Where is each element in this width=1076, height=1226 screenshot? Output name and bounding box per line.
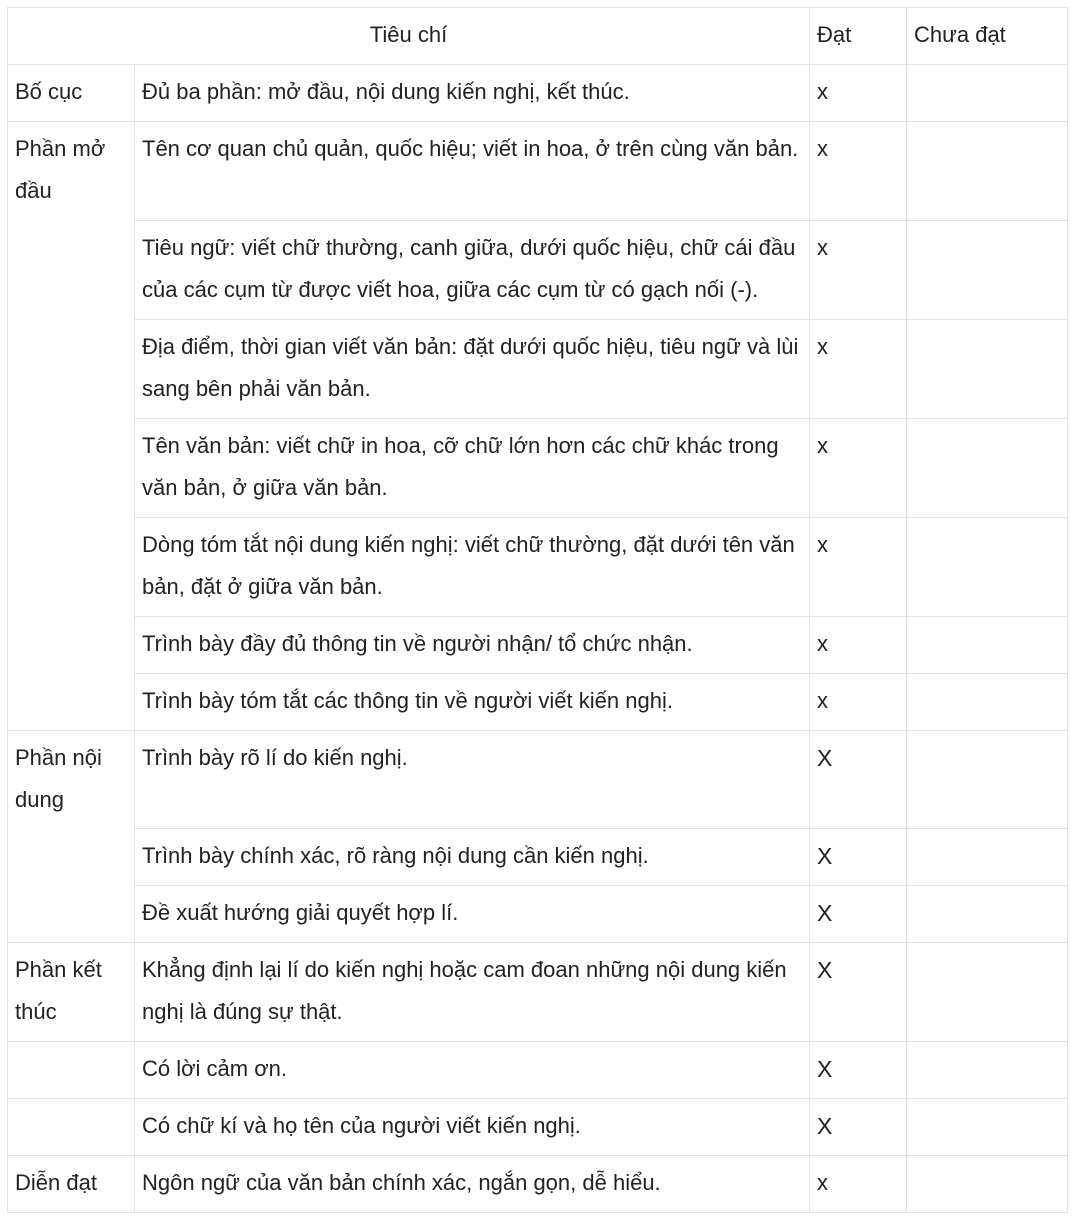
section-cell [8, 1099, 135, 1156]
table-row [8, 1042, 1068, 1099]
section-cell [8, 220, 135, 319]
section-cell [8, 418, 135, 517]
section-cell [8, 673, 135, 730]
criterion-cell: Trình bày đầy đủ thông tin về người nhận/ tổ chức nhận. [135, 616, 810, 673]
section-cell [8, 517, 135, 616]
criterion-cell: Có lời cảm ơn. [135, 1042, 810, 1099]
section-cell: Phần nội dung [8, 730, 135, 829]
table-row [8, 122, 1068, 221]
table-row [8, 943, 1068, 1042]
achieved-mark: x [810, 65, 907, 122]
criterion-cell: Có chữ kí và họ tên của người viết kiến nghị. [135, 1099, 810, 1156]
criterion-cell: Đủ ba phần: mở đầu, nội dung kiến nghị, kết thúc. [135, 65, 810, 122]
not-achieved-mark [907, 1156, 1068, 1213]
not-achieved-mark [907, 829, 1068, 886]
section-cell [8, 886, 135, 943]
not-achieved-mark [907, 122, 1068, 221]
achieved-mark: x [810, 418, 907, 517]
section-cell [8, 616, 135, 673]
section-cell [8, 319, 135, 418]
not-achieved-mark [907, 65, 1068, 122]
table-row [8, 1099, 1068, 1156]
criterion-cell: Dòng tóm tắt nội dung kiến nghị: viết chữ thường, đặt dưới tên văn bản, đặt ở giữa văn bản. [135, 517, 810, 616]
not-achieved-mark [907, 1099, 1068, 1156]
table-row [8, 319, 1068, 418]
criterion-cell: Tên văn bản: viết chữ in hoa, cỡ chữ lớn hơn các chữ khác trong văn bản, ở giữa văn bản. [135, 418, 810, 517]
not-achieved-mark [907, 517, 1068, 616]
table-row [8, 1156, 1068, 1213]
achieved-mark: X [810, 829, 907, 886]
section-cell [8, 829, 135, 886]
section-cell: Bố cục [8, 65, 135, 122]
achieved-mark: x [810, 122, 907, 221]
achieved-mark: x [810, 319, 907, 418]
header-row [8, 8, 1068, 65]
criterion-cell: Đề xuất hướng giải quyết hợp lí. [135, 886, 810, 943]
table-row [8, 65, 1068, 122]
table-row [8, 418, 1068, 517]
table-row [8, 829, 1068, 886]
not-achieved-mark [907, 319, 1068, 418]
table-row [8, 730, 1068, 829]
achieved-header: Đạt [810, 8, 907, 65]
not-achieved-mark [907, 673, 1068, 730]
not-achieved-mark [907, 943, 1068, 1042]
section-cell [8, 1042, 135, 1099]
achieved-mark: x [810, 673, 907, 730]
achieved-mark: X [810, 730, 907, 829]
achieved-mark: x [810, 517, 907, 616]
criteria-header: Tiêu chí [8, 8, 810, 65]
criterion-cell: Trình bày chính xác, rõ ràng nội dung cần kiến nghị. [135, 829, 810, 886]
achieved-mark: X [810, 943, 907, 1042]
criterion-cell: Khẳng định lại lí do kiến nghị hoặc cam đoan những nội dung kiến nghị là đúng sự thật. [135, 943, 810, 1042]
section-cell: Phần kết thúc [8, 943, 135, 1042]
criterion-cell: Tên cơ quan chủ quản, quốc hiệu; viết in hoa, ở trên cùng văn bản. [135, 122, 810, 221]
table-row [8, 886, 1068, 943]
not-achieved-mark [907, 1042, 1068, 1099]
achieved-mark: X [810, 1099, 907, 1156]
not-achieved-mark [907, 616, 1068, 673]
section-cell: Diễn đạt [8, 1156, 135, 1213]
achieved-mark: X [810, 1042, 907, 1099]
achieved-mark: x [810, 616, 907, 673]
criterion-cell: Địa điểm, thời gian viết văn bản: đặt dưới quốc hiệu, tiêu ngữ và lùi sang bên phải văn bản. [135, 319, 810, 418]
achieved-mark: x [810, 1156, 907, 1213]
achieved-mark: X [810, 886, 907, 943]
table-row [8, 616, 1068, 673]
not-achieved-mark [907, 730, 1068, 829]
not-achieved-mark [907, 220, 1068, 319]
not-achieved-mark [907, 886, 1068, 943]
criterion-cell: Trình bày tóm tắt các thông tin về người viết kiến nghị. [135, 673, 810, 730]
not-achieved-mark [907, 418, 1068, 517]
not-achieved-header: Chưa đạt [907, 8, 1068, 65]
rubric-table [7, 7, 1068, 1213]
table-row [8, 517, 1068, 616]
table-row [8, 673, 1068, 730]
criterion-cell: Ngôn ngữ của văn bản chính xác, ngắn gọn, dễ hiểu. [135, 1156, 810, 1213]
table-row [8, 220, 1068, 319]
achieved-mark: x [810, 220, 907, 319]
criterion-cell: Tiêu ngữ: viết chữ thường, canh giữa, dưới quốc hiệu, chữ cái đầu của các cụm từ được viết hoa, giữa các cụm từ có gạch nối (-). [135, 220, 810, 319]
section-cell: Phần mở đầu [8, 122, 135, 221]
criterion-cell: Trình bày rõ lí do kiến nghị. [135, 730, 810, 829]
